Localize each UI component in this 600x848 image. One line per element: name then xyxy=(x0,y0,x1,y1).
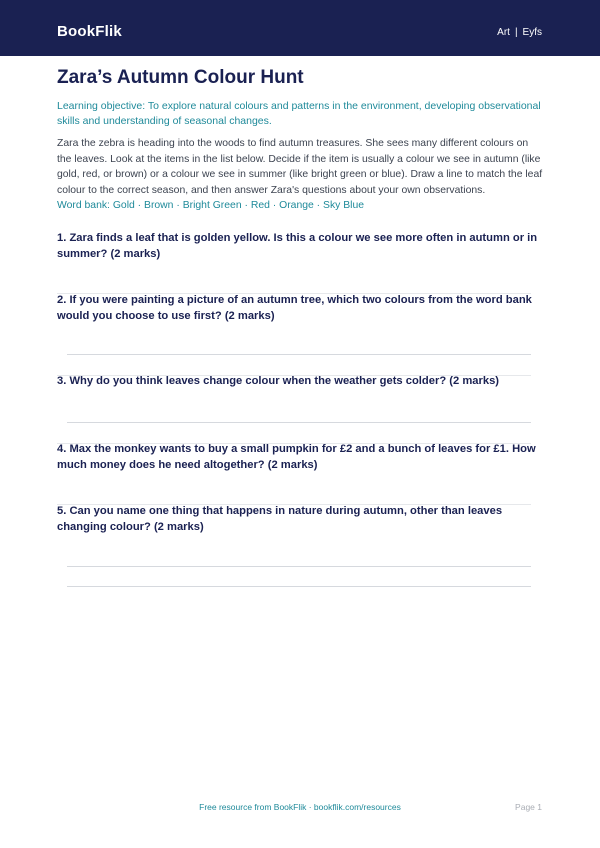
breadcrumb xyxy=(497,26,542,40)
site-header xyxy=(0,0,600,56)
question-4: 4. Max the monkey wants to buy a small pumpkin for £2 and a bunch of leaves for £1. How much money does he need altogether? (2 marks) xyxy=(57,443,536,471)
brand-logo[interactable]: BookFlik xyxy=(57,23,122,40)
worksheet-title: Zara’s Autumn Colour Hunt xyxy=(57,67,304,88)
breadcrumb-separator: | xyxy=(514,27,518,38)
breadcrumb-level[interactable]: Eyfs xyxy=(522,27,542,38)
breadcrumb-subject[interactable]: Art xyxy=(497,27,510,38)
answer-line[interactable] xyxy=(67,566,531,567)
page-number: Page 1 xyxy=(515,802,542,812)
answer-line[interactable] xyxy=(67,422,531,423)
question-3: 3. Why do you think leaves change colour when the weather gets colder? (2 marks) xyxy=(57,375,500,387)
question-1: 1. Zara finds a leaf that is golden yellow. Is this a colour we see more often in autumn or in summer? (2 marks) xyxy=(57,232,538,260)
answer-line[interactable] xyxy=(67,354,531,355)
word-bank: Word bank: Gold · Brown · Bright Green · Red · Orange · Sky Blue xyxy=(57,200,365,211)
question-5: 5. Can you name one thing that happens in nature during autumn, other than leaves changing colour? (2 marks) xyxy=(57,505,503,533)
intro-paragraph: Zara the zebra is heading into the woods to find autumn treasures. She sees many different colours on the leaves. Look at the items in the list below. Decide if the item is usually a colour we see in autumn (like gold, red, or brown) or a colour we see in summer (like bright green or blue). Draw a line to match the leaf colour to the correct season, and then answer Zara's questions about your own observations. xyxy=(57,138,543,196)
learning-objective: Learning objective: To explore natural colours and patterns in the environment, developing observational skills and understanding of seasonal changes. xyxy=(57,100,541,127)
answer-line[interactable] xyxy=(67,586,531,587)
question-2: 2. If you were painting a picture of an autumn tree, which two colours from the word bank would you choose to use first? (2 marks) xyxy=(57,294,532,322)
footer-credit[interactable]: Free resource from BookFlik · bookflik.com/resources xyxy=(199,802,401,812)
